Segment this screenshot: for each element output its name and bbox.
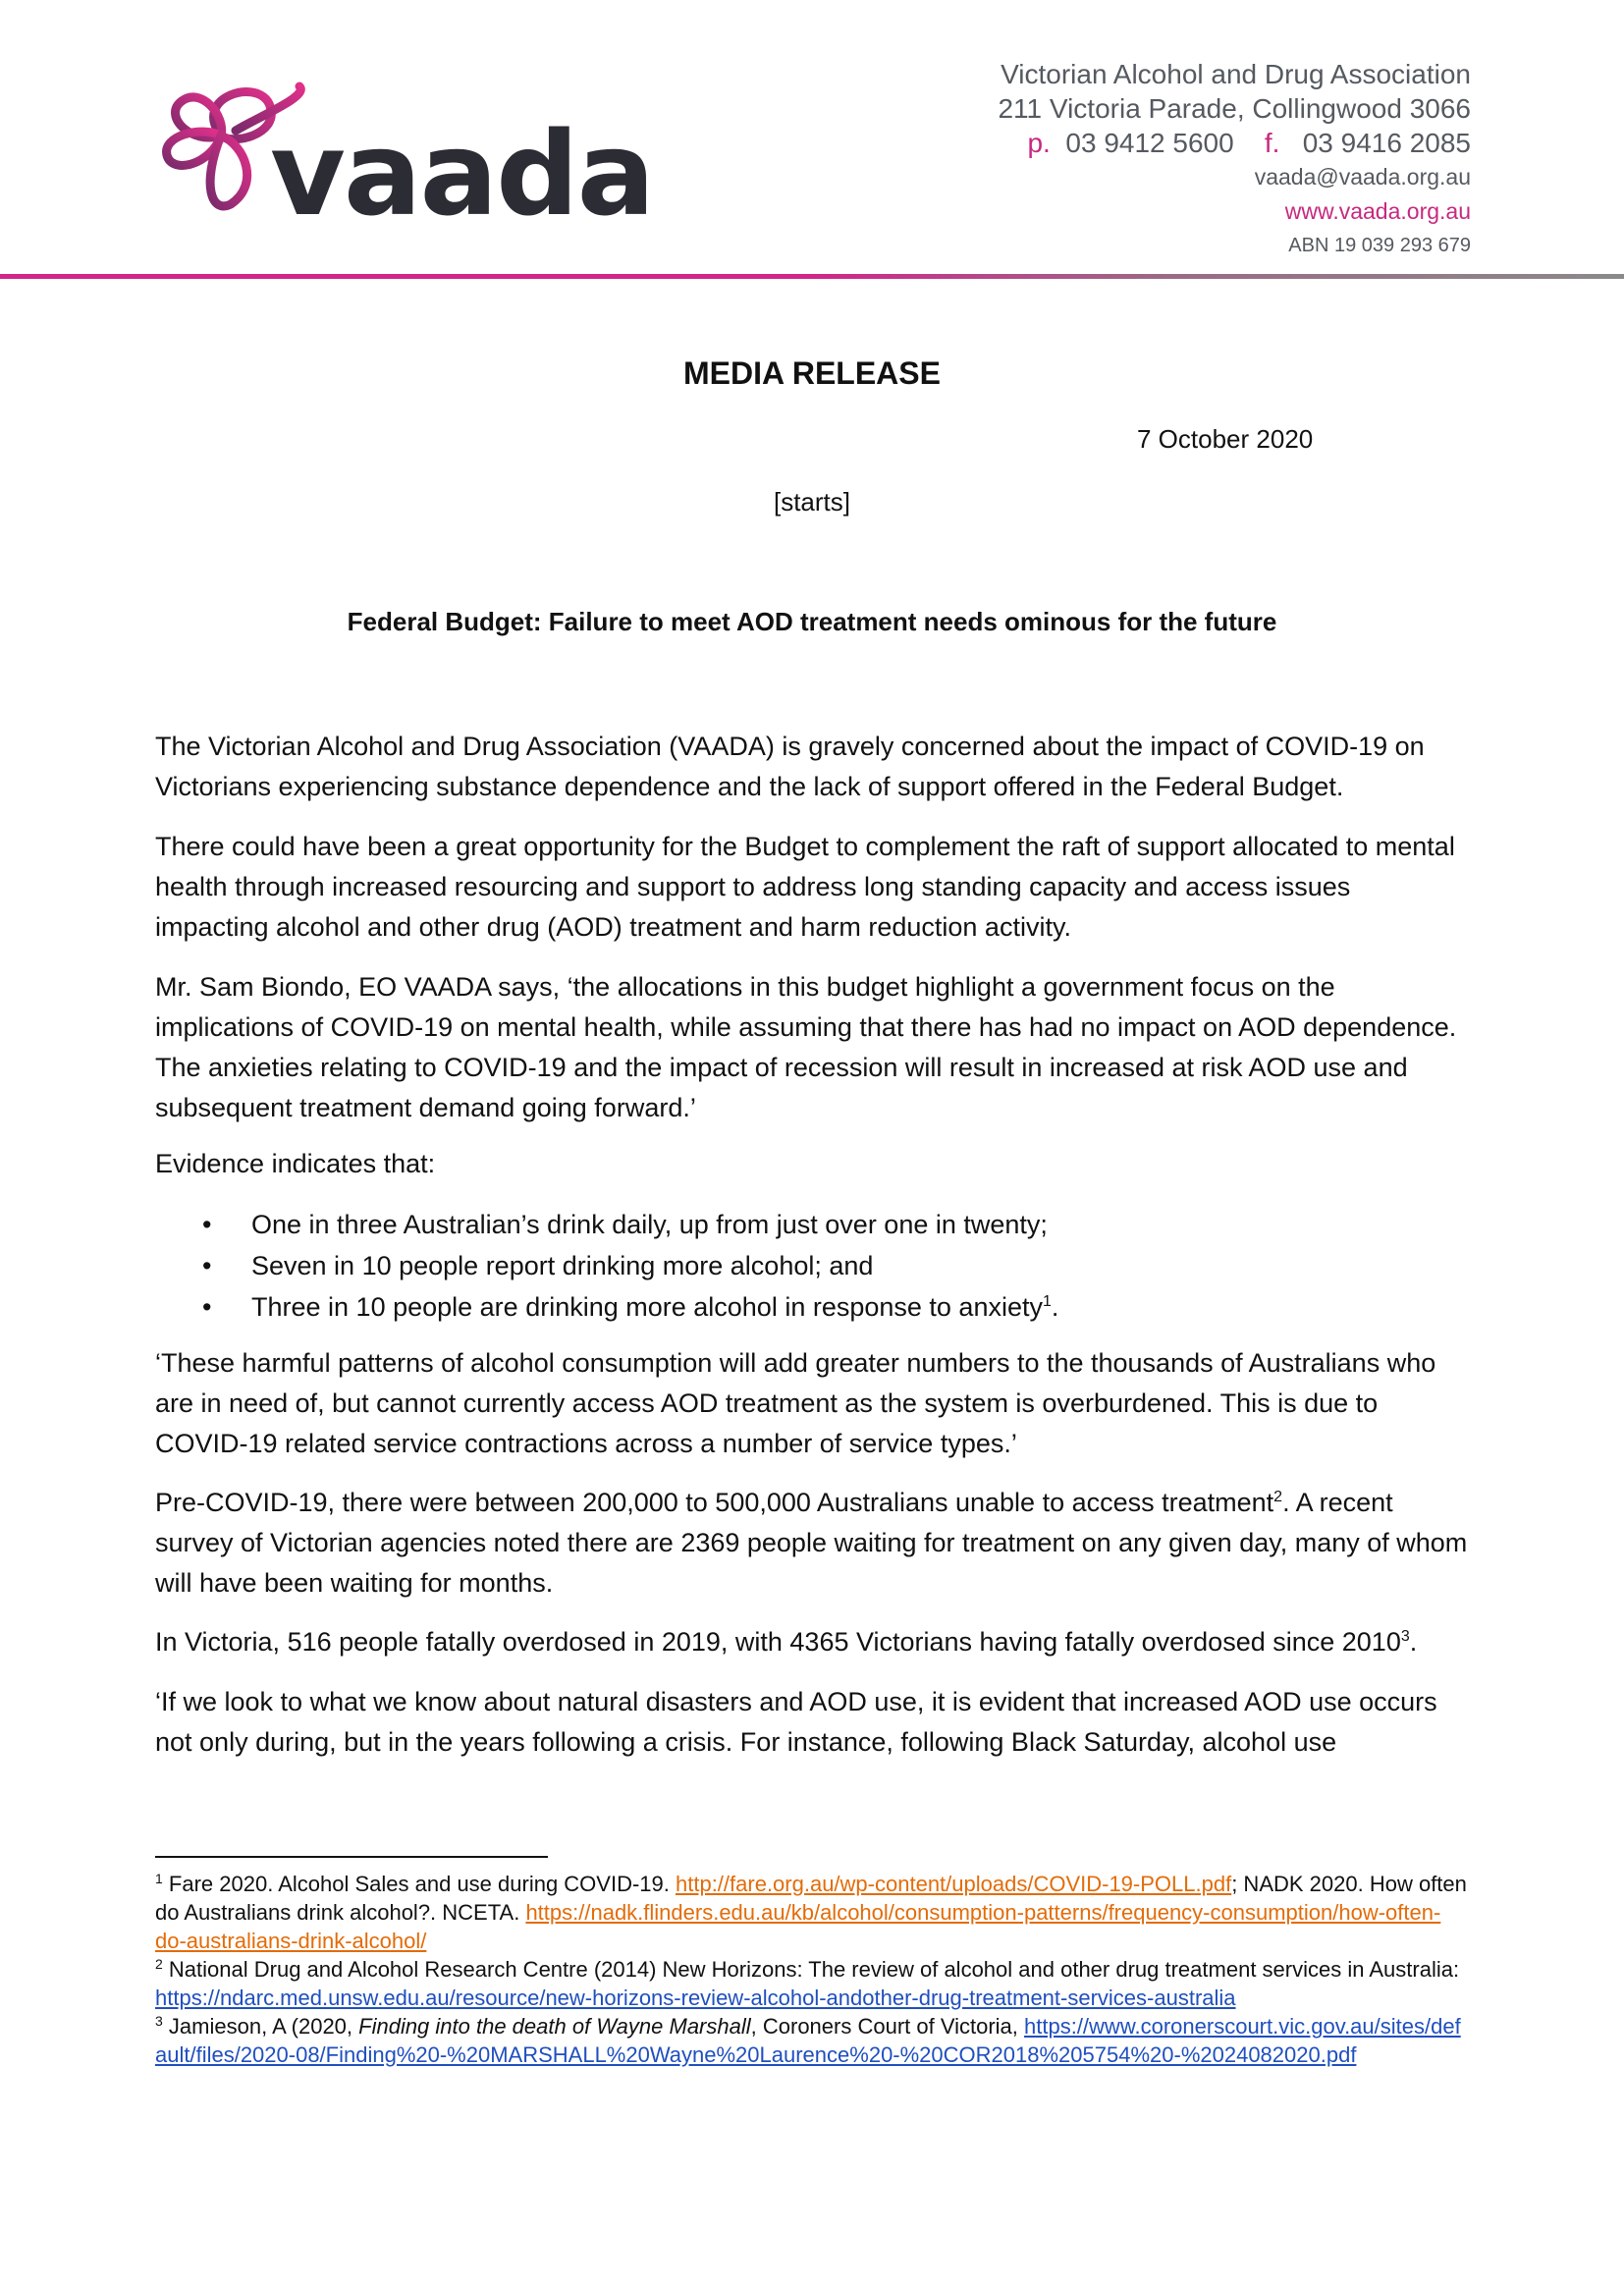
release-date: 7 October 2020 (1137, 424, 1314, 454)
footnote-link[interactable]: https://ndarc.med.unsw.edu.au/resource/new-horizons-review-alcohol-andother-drug-treatment-services-australia (155, 1986, 1236, 2010)
abn: ABN 19 039 293 679 (1288, 235, 1471, 256)
list-item-text: Seven in 10 people report drinking more alcohol; and (251, 1251, 874, 1280)
footnote-ref-2[interactable]: 2 (1273, 1489, 1283, 1505)
fax-number: 03 9416 2085 (1302, 128, 1471, 158)
paragraph-5: ‘These harmful patterns of alcohol consumption will add greater numbers to the thousands of Australians who are in need of, but cannot currently access AOD treatment as the system is overburdened. This is due to COVID-19 related service contractions across a number of service types.’ (155, 1348, 1436, 1458)
paragraph-6-text-b: . A recent survey of Victorian agencies noted there are 2369 people waiting for treatment on any given day, many of whom will have been waiting for months. (155, 1488, 1468, 1598)
list-item (202, 1245, 1469, 1286)
starts-marker: [starts] (773, 487, 850, 517)
paragraph-7-text-a: In Victoria, 516 people fatally overdosed in 2019, with 4365 Victorians having fatally overdosed since 2010 (155, 1627, 1401, 1657)
vaada-logo (152, 77, 654, 244)
footnote-text: Jamieson, A (2020, (162, 2014, 359, 2039)
footnote-text: National Drug and Alcohol Research Centre (2014) New Horizons: The review of alcohol and other drug treatment services in Australia: (162, 1957, 1460, 1982)
footnote-link[interactable]: https://www.coronerscourt.vic.gov.au/sites/default/files/2020-08/Finding%20-%20MARSHALL%20Wayne%20Laurence%20-%20COR2018%205754%20-%2024082020.pdf (155, 2014, 1461, 2067)
phone-number: 03 9412 5600 (1065, 128, 1234, 158)
org-address: 211 Victoria Parade, Collingwood 3066 (998, 93, 1471, 124)
header-divider (0, 274, 1624, 279)
phone-fax-line (998, 126, 1471, 160)
release-headline: Federal Budget: Failure to meet AOD treatment needs ominous for the future (347, 607, 1277, 636)
paragraph-6 (155, 1483, 1471, 1604)
footnote-link[interactable]: https://nadk.flinders.edu.au/kb/alcohol/consumption-patterns/frequency-consumption/how-often-do-australians-drink-alcohol/ (155, 1900, 1441, 1953)
list-item (202, 1204, 1469, 1245)
footnote-1 (155, 1870, 1471, 1955)
evidence-list (202, 1204, 1469, 1328)
org-name: Victorian Alcohol and Drug Association (1001, 59, 1471, 89)
list-item-text: One in three Australian’s drink daily, up from just over one in twenty; (251, 1210, 1048, 1239)
footnote-ref-3[interactable]: 3 (1400, 1628, 1410, 1645)
footnote-number: 2 (155, 1956, 163, 1972)
website-link[interactable]: www.vaada.org.au (1284, 198, 1471, 224)
paragraph-8: ‘If we look to what we know about natural disasters and AOD use, it is evident that increased AOD use occurs not only during, but in the years following a crisis. For instance, following Black Saturday, alcohol use (155, 1687, 1437, 1757)
footnote-ref-1[interactable]: 1 (1042, 1293, 1052, 1310)
footnote-link[interactable]: http://fare.org.au/wp-content/uploads/COVID-19-POLL.pdf (676, 1872, 1232, 1896)
footnote-2 (155, 1955, 1471, 2012)
list-item-text: Three in 10 people are drinking more alcohol in response to anxiety (251, 1292, 1043, 1322)
paragraph-6-text-a: Pre-COVID-19, there were between 200,000 to 500,000 Australians unable to access treatment (155, 1488, 1274, 1517)
fax-label: f. (1264, 128, 1280, 158)
logo-wordmark: vaada (270, 106, 654, 242)
paragraph-3: Mr. Sam Biondo, EO VAADA says, ‘the allocations in this budget highlight a government focus on the implications of COVID-19 on mental health, while assuming that there has had no impact on AOD dependence. The anxieties relating to COVID-19 and the impact of recession will result in increased at risk AOD use and subsequent treatment demand going forward.’ (155, 972, 1457, 1122)
footnote-text: ; NADK 2020. How often do Australians drink alcohol?. NCETA. (155, 1872, 1467, 1925)
paragraph-4: Evidence indicates that: (155, 1149, 436, 1178)
paragraph-1: The Victorian Alcohol and Drug Association (VAADA) is gravely concerned about the impact of COVID-19 on Victorians experiencing substance dependence and the lack of support offered in the Federal Budget. (155, 732, 1425, 801)
list-item-end: . (1051, 1292, 1059, 1322)
paragraph-7-text-b: . (1409, 1627, 1418, 1657)
contact-block (998, 57, 1471, 263)
email-link[interactable]: vaada@vaada.org.au (1254, 164, 1471, 190)
footnote-number: 3 (155, 2013, 163, 2029)
list-item (202, 1286, 1469, 1328)
page-title: MEDIA RELEASE (683, 355, 941, 391)
footnote-text: Fare 2020. Alcohol Sales and use during COVID-19. (162, 1872, 676, 1896)
paragraph-2: There could have been a great opportunity for the Budget to complement the raft of support allocated to mental health through increased resourcing and support to address long standing capacity and access issues impacting alcohol and other drug (AOD) treatment and harm reduction activity. (155, 832, 1455, 942)
footnote-italic-title: Finding into the death of Wayne Marshall (358, 2014, 751, 2039)
paragraph-7 (155, 1622, 1471, 1662)
phone-label: p. (1027, 128, 1051, 158)
footnote-number: 1 (155, 1871, 163, 1886)
footnotes (155, 1870, 1471, 2069)
footnote-divider (155, 1856, 548, 1858)
footnote-3 (155, 2012, 1471, 2069)
footnote-text: , Coroners Court of Victoria, (750, 2014, 1025, 2039)
